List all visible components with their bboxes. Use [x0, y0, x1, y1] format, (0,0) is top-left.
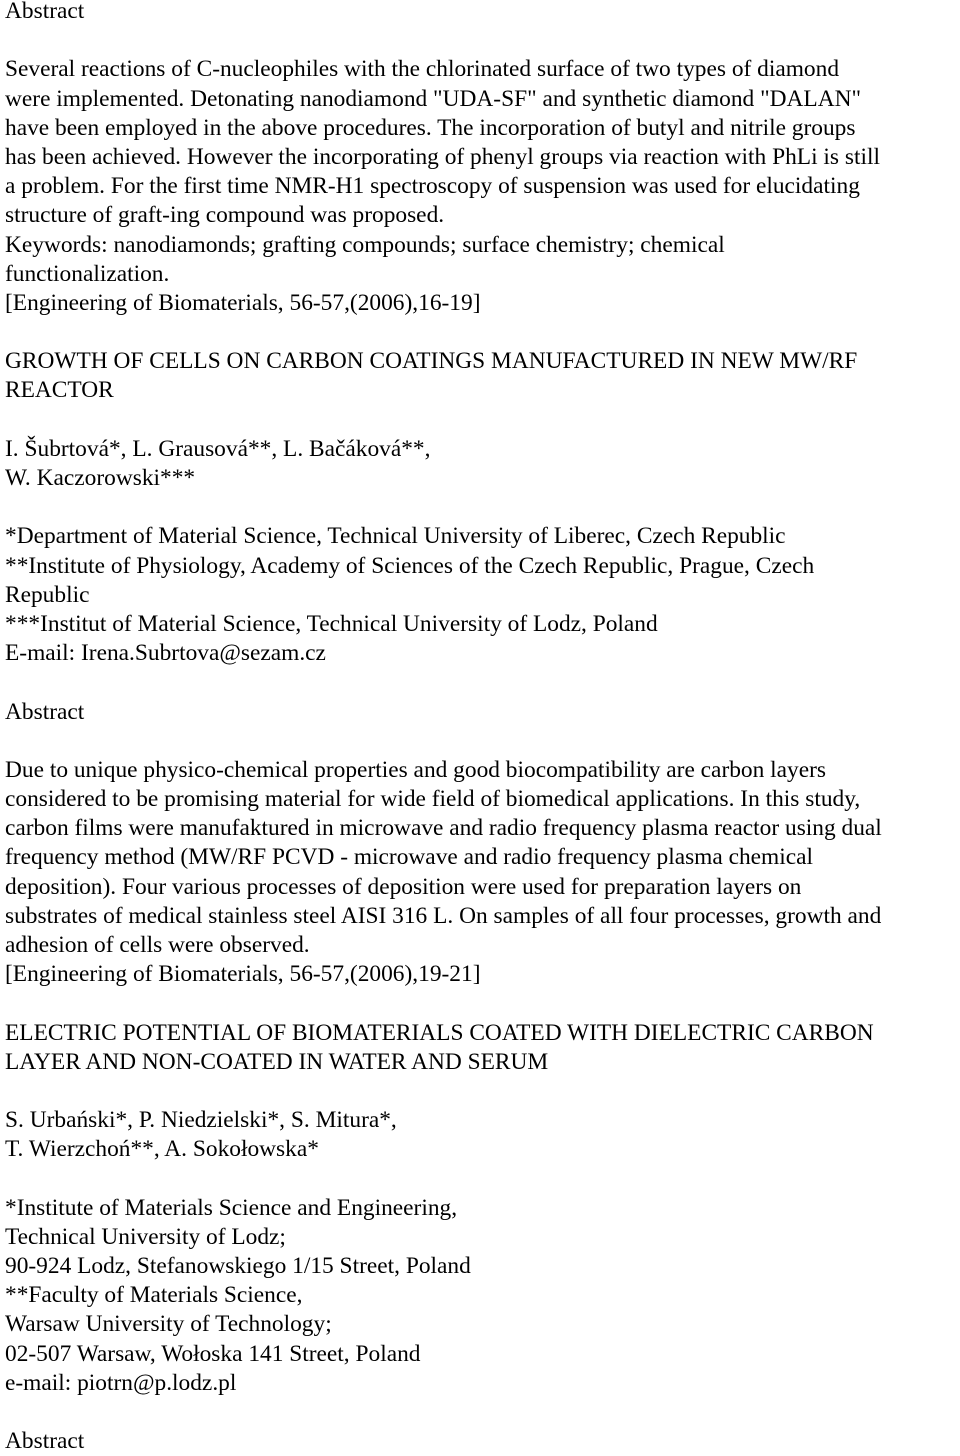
affiliation-line: Technical University of Lodz; — [5, 1223, 286, 1250]
abstract-line: have been employed in the above procedures. The incorporation of butyl and nitrile groups — [5, 114, 856, 141]
spacer — [5, 1398, 957, 1427]
affiliation-line: 90-924 Lodz, Stefanowskiego 1/15 Street, Poland — [5, 1253, 471, 1280]
abstract-heading: Abstract — [5, 1428, 85, 1455]
affiliation-line: Republic — [5, 581, 90, 608]
article-title-line: GROWTH OF CELLS ON CARBON COATINGS MANUFACTURED IN NEW MW/RF — [5, 348, 858, 375]
spacer — [5, 26, 957, 55]
spacer — [5, 1165, 957, 1194]
affiliation-line: 02-507 Warsaw, Wołoska 141 Street, Poland — [5, 1340, 421, 1367]
affiliation-line: ***Institut of Material Science, Technical University of Lodz, Poland — [5, 610, 658, 637]
email-line: E-mail: Irena.Subrtova@sezam.cz — [5, 640, 326, 667]
affiliation-line: **Faculty of Materials Science, — [5, 1282, 303, 1309]
abstract-line: frequency method (MW/RF PCVD - microwave and radio frequency plasma chemical — [5, 844, 814, 871]
abstract-line: has been achieved. However the incorporating of phenyl groups via reaction with PhLi is still — [5, 143, 880, 170]
abstract-heading: Abstract — [5, 698, 85, 725]
spacer — [5, 406, 957, 435]
affiliation-line: Warsaw University of Technology; — [5, 1311, 332, 1338]
spacer — [5, 1077, 957, 1106]
document-page — [5, 0, 957, 1456]
affiliation-line: **Institute of Physiology, Academy of Sciences of the Czech Republic, Prague, Czech — [5, 552, 815, 579]
authors-line: I. Šubrtová*, L. Grausová**, L. Bačáková**, — [5, 435, 431, 462]
spacer — [5, 727, 957, 756]
affiliation-line: *Institute of Materials Science and Engineering, — [5, 1194, 458, 1221]
spacer — [5, 989, 957, 1018]
article-title-line: ELECTRIC POTENTIAL OF BIOMATERIALS COATED WITH DIELECTRIC CARBON — [5, 1019, 874, 1046]
abstract-line: were implemented. Detonating nanodiamond "UDA-SF" and synthetic diamond "DALAN" — [5, 85, 862, 112]
citation: [Engineering of Biomaterials, 56-57,(2006),19-21] — [5, 961, 481, 988]
citation: [Engineering of Biomaterials, 56-57,(2006),16-19] — [5, 289, 481, 316]
abstract-line: a problem. For the first time NMR-H1 spectroscopy of suspension was used for elucidating — [5, 173, 860, 200]
abstract-line: Several reactions of C-nucleophiles with the chlorinated surface of two types of diamond — [5, 56, 840, 83]
authors-line: W. Kaczorowski*** — [5, 465, 196, 491]
abstract-line: deposition). Four various processes of deposition were used for preparation layers on — [5, 873, 802, 900]
abstract-line: substrates of medical stainless steel AISI 316 L. On samples of all four processes, growth and — [5, 902, 882, 929]
affiliation-line: *Department of Material Science, Technical University of Liberec, Czech Republic — [5, 523, 786, 550]
abstract-line: carbon films were manufaktured in microwave and radio frequency plasma reactor using dual — [5, 815, 882, 842]
authors-line: T. Wierzchoń**, A. Sokołowska* — [5, 1136, 319, 1163]
abstract-line: considered to be promising material for wide field of biomedical applications. In this study, — [5, 786, 861, 813]
authors-line: S. Urbański*, P. Niedzielski*, S. Mitura*, — [5, 1107, 397, 1134]
abstract-line: adhesion of cells were observed. — [5, 932, 310, 958]
article-title-line: REACTOR — [5, 377, 114, 404]
spacer — [5, 668, 957, 697]
spacer — [5, 318, 957, 347]
keywords-line: Keywords: nanodiamonds; grafting compounds; surface chemistry; chemical — [5, 231, 725, 258]
article-title-line: LAYER AND NON-COATED IN WATER AND SERUM — [5, 1048, 549, 1075]
spacer — [5, 493, 957, 522]
email-line: e-mail: piotrn@p.lodz.pl — [5, 1369, 237, 1396]
abstract-line: Due to unique physico-chemical properties and good biocompatibility are carbon layers — [5, 756, 827, 783]
abstract-heading: Abstract — [5, 0, 85, 24]
abstract-line: structure of graft-ing compound was proposed. — [5, 202, 445, 229]
keywords-line: functionalization. — [5, 260, 170, 287]
